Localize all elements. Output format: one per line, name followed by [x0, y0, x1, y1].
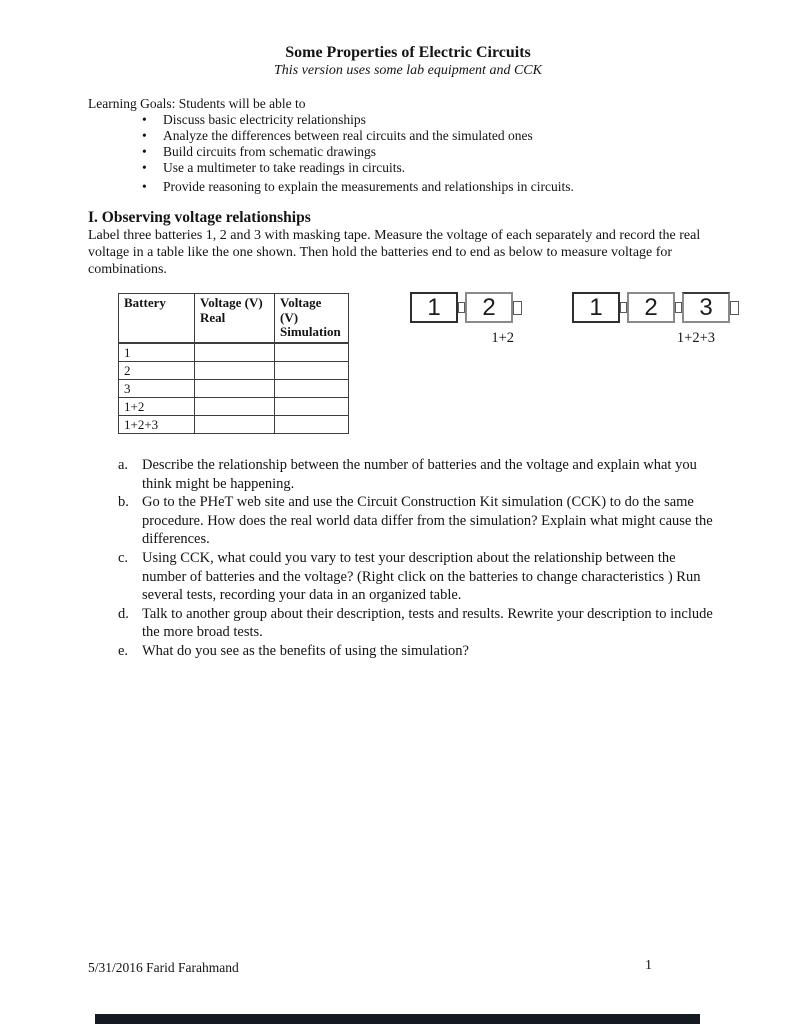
table-cell-empty: [195, 415, 275, 433]
battery-label-cell: 1+2+3: [119, 415, 195, 433]
battery-diagram-1-2: [410, 292, 522, 347]
question-text: What do you see as the benefits of using the simulation?: [142, 642, 469, 659]
goal-text: Discuss basic electricity relationships: [163, 112, 366, 127]
bullet-icon: •: [142, 128, 147, 143]
document-header: [25, 44, 791, 79]
list-item: [88, 112, 710, 128]
table-header-row: [119, 294, 349, 343]
table-cell-empty: [275, 343, 349, 362]
question-text: Describe the relationship between the number of batteries and the voltage and explain what you think might be happening.: [142, 457, 697, 492]
learning-goals-section: [88, 96, 710, 195]
question-item: [118, 642, 718, 661]
diagram-label: 1+2: [491, 330, 514, 346]
question-marker: d.: [118, 605, 129, 622]
header-line: (V): [280, 309, 299, 325]
question-marker: b.: [118, 494, 129, 511]
table-row: [119, 343, 349, 362]
questions-list: [118, 456, 718, 661]
battery-row: [410, 292, 522, 323]
col-header-voltage-real: [195, 294, 275, 343]
table-row: [119, 379, 349, 397]
bullet-icon: •: [142, 144, 147, 159]
col-header-voltage-simulation: [275, 294, 349, 343]
question-text: Talk to another group about their description, tests and results. Rewrite your description to include the more broad tests.: [142, 605, 713, 641]
battery-label-cell: 2: [119, 361, 195, 379]
col-header-battery: [119, 294, 195, 343]
battery-number: 2: [482, 293, 496, 321]
question-marker: c.: [118, 549, 129, 566]
list-item: [88, 179, 710, 195]
battery-label-cell: 1: [119, 343, 195, 362]
section-heading: I. Observing voltage relationships: [88, 209, 311, 226]
battery-box: [410, 292, 458, 323]
page-title: Some Properties of Electric Circuits: [285, 44, 531, 61]
goal-text: Build circuits from schematic drawings: [163, 144, 376, 159]
table-row: [119, 415, 349, 433]
list-item: [88, 128, 710, 144]
list-item: [88, 144, 710, 160]
question-text: Go to the PHeT web site and use the Circuit Construction Kit simulation (CCK) to do the same procedure. How does the real world data differ from the simulation? Explain what might cause the differences.: [142, 494, 713, 548]
battery-box: [627, 292, 675, 323]
battery-number: 3: [699, 293, 713, 321]
goal-text: Use a multimeter to take readings in circuits.: [163, 160, 406, 175]
battery-diagram-1-2-3: [572, 292, 739, 347]
question-item: [118, 493, 718, 549]
section-body: Label three batteries 1, 2 and 3 with masking tape. Measure the voltage of each separately and record the real voltage in a table like the one shown. Then hold the batteries end to end as below to measure voltage for combinations.: [88, 228, 701, 277]
diagram-label: 1+2+3: [676, 330, 715, 346]
header-line: Battery: [124, 295, 166, 310]
battery-row: [572, 292, 739, 323]
list-item: [88, 160, 710, 176]
question-text: Using CCK, what could you vary to test your description about the relationship between the number of batteries and the voltage? (Right click on the batteries to change characteristics ) Run several tests, recording your data in an organized table.: [142, 549, 701, 604]
goal-text: Provide reasoning to explain the measurements and relationships in circuits.: [163, 179, 574, 194]
battery-number: 2: [644, 293, 658, 321]
table-cell-empty: [275, 397, 349, 415]
table-cell-empty: [195, 397, 275, 415]
header-line: Real: [200, 309, 226, 325]
table-cell-empty: [195, 379, 275, 397]
battery-box: [465, 292, 513, 323]
battery-terminal-icon: [458, 302, 465, 313]
bottom-bar: [95, 1014, 700, 1024]
page-number: 1: [645, 958, 652, 973]
footer-date-author: 5/31/2016 Farid Farahmand: [88, 960, 239, 975]
table-cell-empty: [275, 379, 349, 397]
battery-label-cell: 1+2: [119, 397, 195, 415]
question-item: [118, 605, 718, 642]
battery-box: [682, 292, 730, 323]
battery-terminal-icon: [675, 302, 682, 313]
goal-text: Analyze the differences between real circuits and the simulated ones: [163, 128, 533, 143]
bullet-icon: •: [142, 179, 147, 194]
battery-number: 1: [427, 293, 441, 321]
bullet-icon: •: [142, 112, 147, 127]
learning-goals-list: [88, 112, 710, 195]
table-cell-empty: [275, 361, 349, 379]
battery-terminal-icon: [513, 301, 522, 315]
question-marker: e.: [118, 642, 129, 659]
header-line: Voltage (V): [200, 295, 263, 310]
table-cell-empty: [195, 361, 275, 379]
question-item: [118, 456, 718, 493]
battery-terminal-icon: [620, 302, 627, 313]
header-line: Voltage: [280, 295, 322, 310]
table-row: [119, 361, 349, 379]
header-line: Simulation: [280, 324, 341, 339]
battery-number: 1: [589, 293, 603, 321]
table-row: [119, 397, 349, 415]
table-cell-empty: [195, 343, 275, 362]
table-cell-empty: [275, 415, 349, 433]
battery-box: [572, 292, 620, 323]
question-marker: a.: [118, 457, 129, 473]
bullet-icon: •: [142, 160, 147, 175]
question-item: [118, 549, 718, 605]
battery-terminal-icon: [730, 301, 739, 315]
battery-label-cell: 3: [119, 379, 195, 397]
page-subtitle: This version uses some lab equipment and CCK: [274, 63, 542, 78]
learning-goals-intro: Learning Goals: Students will be able to: [88, 96, 306, 111]
voltage-table: [118, 293, 349, 434]
